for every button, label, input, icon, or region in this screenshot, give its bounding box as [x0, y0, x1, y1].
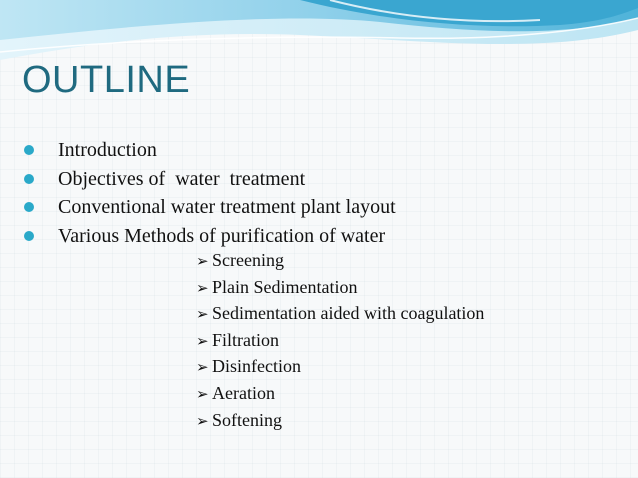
sub-bullet-text: Plain Sedimentation	[212, 276, 358, 297]
round-dot-icon	[24, 174, 34, 184]
sub-bullet-text: Disinfection	[212, 356, 301, 377]
bullet-item-introduction	[24, 136, 396, 165]
sub-bullet-aeration	[196, 381, 484, 408]
round-dot-icon	[24, 202, 34, 212]
bullet-item-plant-layout	[24, 193, 396, 222]
arrowhead-icon: ➢	[196, 331, 209, 350]
sub-bullet-plain-sedimentation	[196, 275, 484, 302]
sub-bullet-text: Screening	[212, 250, 284, 270]
bullet-text: Various Methods of purification of water	[58, 224, 386, 247]
sub-bullet-disinfection	[196, 354, 484, 381]
arrowhead-icon: ➢	[196, 411, 209, 430]
bullet-item-methods	[24, 222, 396, 251]
arrowhead-icon: ➢	[196, 358, 209, 377]
sub-bullet-coagulation	[196, 301, 484, 328]
sub-bullet-softening	[196, 408, 484, 435]
sub-bullet-text: Sedimentation aided with coagulation	[212, 303, 485, 324]
sub-bullet-text: Aeration	[212, 382, 275, 403]
arrowhead-icon: ➢	[196, 384, 209, 403]
arrowhead-icon: ➢	[196, 305, 209, 324]
round-dot-icon	[24, 145, 34, 155]
sub-bullet-filtration	[196, 328, 484, 355]
sub-bullet-text: Softening	[212, 409, 282, 430]
slide-title: OUTLINE	[22, 59, 191, 101]
arrowhead-icon: ➢	[196, 252, 209, 270]
sub-bullet-text: Filtration	[212, 329, 279, 350]
bullet-text: Conventional water treatment plant layout	[58, 196, 396, 218]
bullet-text: Objectives of water treatment	[58, 167, 306, 190]
arrowhead-icon: ➢	[196, 278, 209, 297]
main-bullet-list	[24, 136, 396, 250]
bullet-text: Introduction	[58, 139, 157, 161]
sub-bullet-list	[196, 248, 484, 434]
bullet-item-objectives	[24, 165, 396, 194]
sub-bullet-screening	[196, 248, 484, 275]
round-dot-icon	[24, 231, 34, 241]
